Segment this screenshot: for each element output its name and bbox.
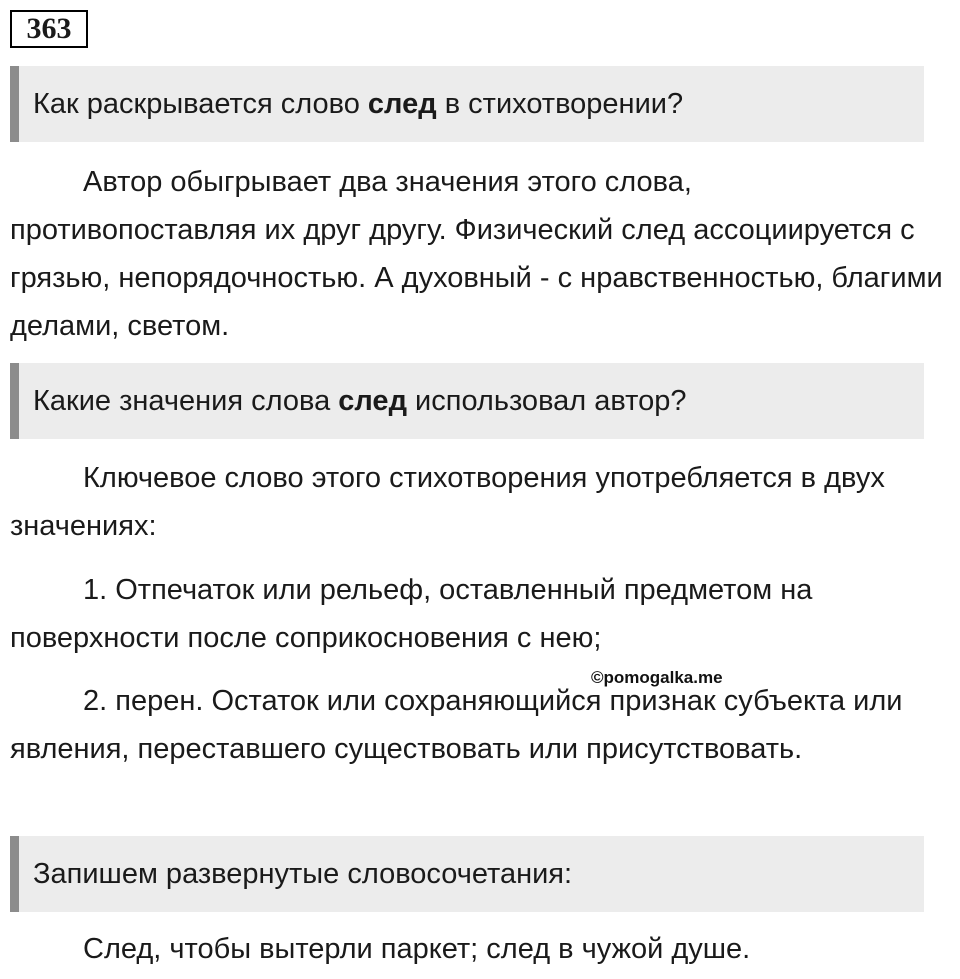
answer-2-item-1: 1. Отпечаток или рельеф, оставленный предметом на поверхности после соприкосновения с нею; (10, 574, 813, 654)
question-2-keyword: след (338, 385, 407, 417)
answer-2-intro: Ключевое слово этого стихотворения употребляется в двух значениях: (10, 462, 885, 542)
question-2-text-after: использовал автор? (406, 385, 687, 417)
question-2 (10, 363, 924, 439)
question-1 (10, 66, 924, 142)
answer-3: След, чтобы вытерли паркет; след в чужой душе. (83, 933, 751, 965)
answer-2-item-2: 2. перен. Остаток или сохраняющийся признак субъекта или явления, переставшего существовать или присутствовать. (10, 685, 903, 765)
question-3 (10, 836, 924, 912)
question-1-text-after: в стихотворении? (436, 88, 684, 120)
question-3-text: Запишем развернутые словосочетания: (33, 858, 573, 890)
exercise-number: 363 (10, 10, 88, 48)
question-1-text-before: Как раскрывается слово (33, 88, 368, 120)
watermark: ©pomogalka.me (591, 668, 723, 687)
question-2-text-before: Какие значения слова (33, 385, 339, 417)
answer-1: Автор обыгрывает два значения этого слова, противопоставляя их друг другу. Физический след ассоциируется с грязью, непорядочностью. А духовный - с нравственностью, благими делами, светом. (10, 166, 943, 342)
question-1-keyword: след (367, 88, 437, 120)
